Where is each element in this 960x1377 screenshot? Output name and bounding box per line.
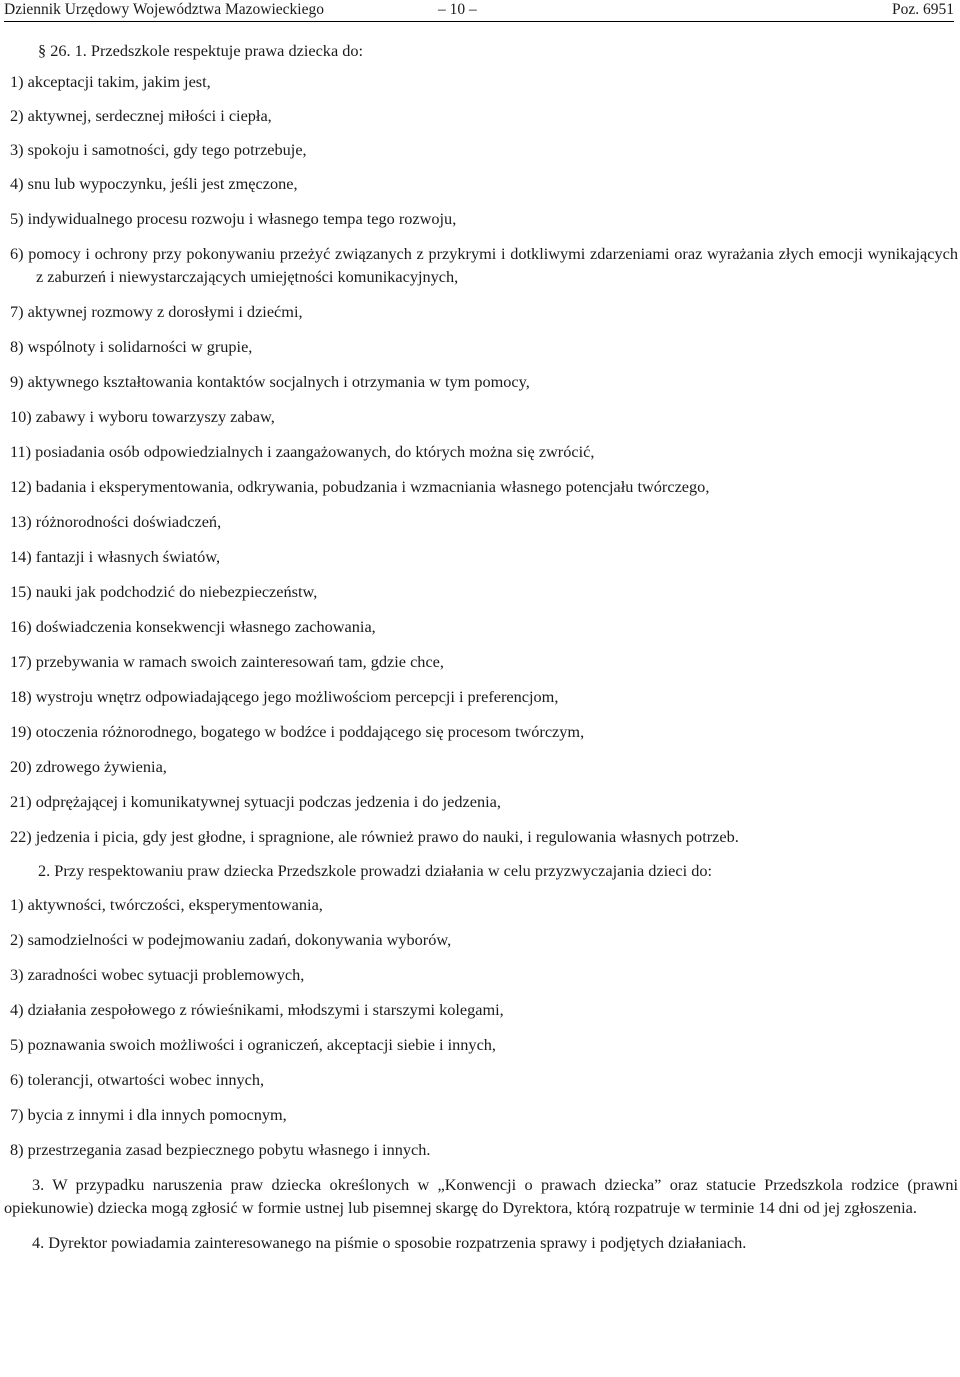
paragraph-2-intro: 2. Przy respektowaniu praw dziecka Przedszkole prowadzi działania w celu przyzwyczajania dzieci do: — [38, 861, 713, 880]
list-item: 6) tolerancji, otwartości wobec innych, — [10, 1070, 265, 1089]
list-item: 20) zdrowego żywienia, — [10, 757, 167, 776]
header-divider — [4, 21, 954, 22]
list-item: 11) posiadania osób odpowiedzialnych i zaangażowanych, do których można się zwrócić, — [10, 442, 595, 461]
list-item: 10) zabawy i wyboru towarzyszy zabaw, — [10, 407, 275, 426]
journal-title: Dziennik Urzędowy Województwa Mazowieckiego — [4, 1, 324, 18]
document-body — [4, 34, 958, 1254]
list-item: 15) nauki jak podchodzić do niebezpieczeństw, — [10, 582, 318, 601]
list-item: 1) aktywności, twórczości, eksperymentowania, — [10, 895, 323, 914]
list-item: 2) aktywnej, serdecznej miłości i ciepła, — [10, 106, 272, 125]
list-item: 4) działania zespołowego z rówieśnikami, młodszymi i starszymi kolegami, — [10, 1000, 504, 1019]
list-item: 19) otoczenia różnorodnego, bogatego w bodźce i poddającego się procesom twórczym, — [10, 722, 585, 741]
list-item: 5) indywidualnego procesu rozwoju i własnego tempa tego rozwoju, — [10, 209, 457, 228]
list-item: 18) wystroju wnętrz odpowiadającego jego możliwościom percepcji i preferencjom, — [10, 687, 559, 706]
list-item: 2) samodzielności w podejmowaniu zadań, dokonywania wyborów, — [10, 930, 452, 949]
list-item: 4) snu lub wypoczynku, jeśli jest zmęczone, — [10, 174, 298, 193]
list-item: 3) spokoju i samotności, gdy tego potrzebuje, — [10, 140, 307, 159]
position-number: Poz. 6951 — [892, 1, 954, 18]
list-item: 22) jedzenia i picia, gdy jest głodne, i spragnione, ale również prawo do nauki, i regulowania własnych potrzeb. — [10, 827, 739, 846]
paragraph-3: 3. W przypadku naruszenia praw dziecka określonych w „Konwencji o prawach dziecka” oraz statucie Przedszkola rodzice (prawni opiekunowie) dziecka mogą zgłosić w formie ustnej lub pisemnej skargę do Dyrektora, którą rozpatruje w terminie 14 dni od jej zgłoszenia. — [4, 1175, 958, 1217]
list-item: 5) poznawania swoich możliwości i ograniczeń, akceptacji siebie i innych, — [10, 1035, 497, 1054]
paragraph-4: 4. Dyrektor powiadamia zainteresowanego na piśmie o sposobie rozpatrzenia sprawy i podjętych działaniach. — [32, 1233, 747, 1252]
list-item: 6) pomocy i ochrony przy pokonywaniu przeżyć związanych z przykrymi i dotkliwymi zdarzeniami oraz wyrażania złych emocji wynikających z zaburzeń i niewystarczających umiejętności komunikacyjnych, — [10, 244, 958, 286]
list-item: 21) odprężającej i komunikatywnej sytuacji podczas jedzenia i do jedzenia, — [10, 792, 501, 811]
list-item: 17) przebywania w ramach swoich zainteresowań tam, gdzie chce, — [10, 652, 444, 671]
list-item: 8) wspólnoty i solidarności w grupie, — [10, 337, 253, 356]
list-item: 16) doświadczenia konsekwencji własnego zachowania, — [10, 617, 376, 636]
page-number: – 10 – — [438, 1, 477, 18]
list-item: 3) zaradności wobec sytuacji problemowych, — [10, 965, 305, 984]
list-item: 13) różnorodności doświadczeń, — [10, 512, 222, 531]
list-item: 8) przestrzegania zasad bezpiecznego pobytu własnego i innych. — [10, 1140, 431, 1159]
list-item: 7) bycia z innymi i dla innych pomocnym, — [10, 1105, 287, 1124]
list-item: 14) fantazji i własnych światów, — [10, 547, 221, 566]
page-header — [4, 0, 954, 20]
list-item: 9) aktywnego kształtowania kontaktów socjalnych i otrzymania w tym pomocy, — [10, 372, 530, 391]
list-item: 1) akceptacji takim, jakim jest, — [10, 72, 211, 91]
section-intro: § 26. 1. Przedszkole respektuje prawa dziecka do: — [38, 41, 364, 60]
list-item: 7) aktywnej rozmowy z dorosłymi i dziećmi, — [10, 302, 303, 321]
list-item: 12) badania i eksperymentowania, odkrywania, pobudzania i wzmacniania własnego potencjału twórczego, — [10, 477, 710, 496]
